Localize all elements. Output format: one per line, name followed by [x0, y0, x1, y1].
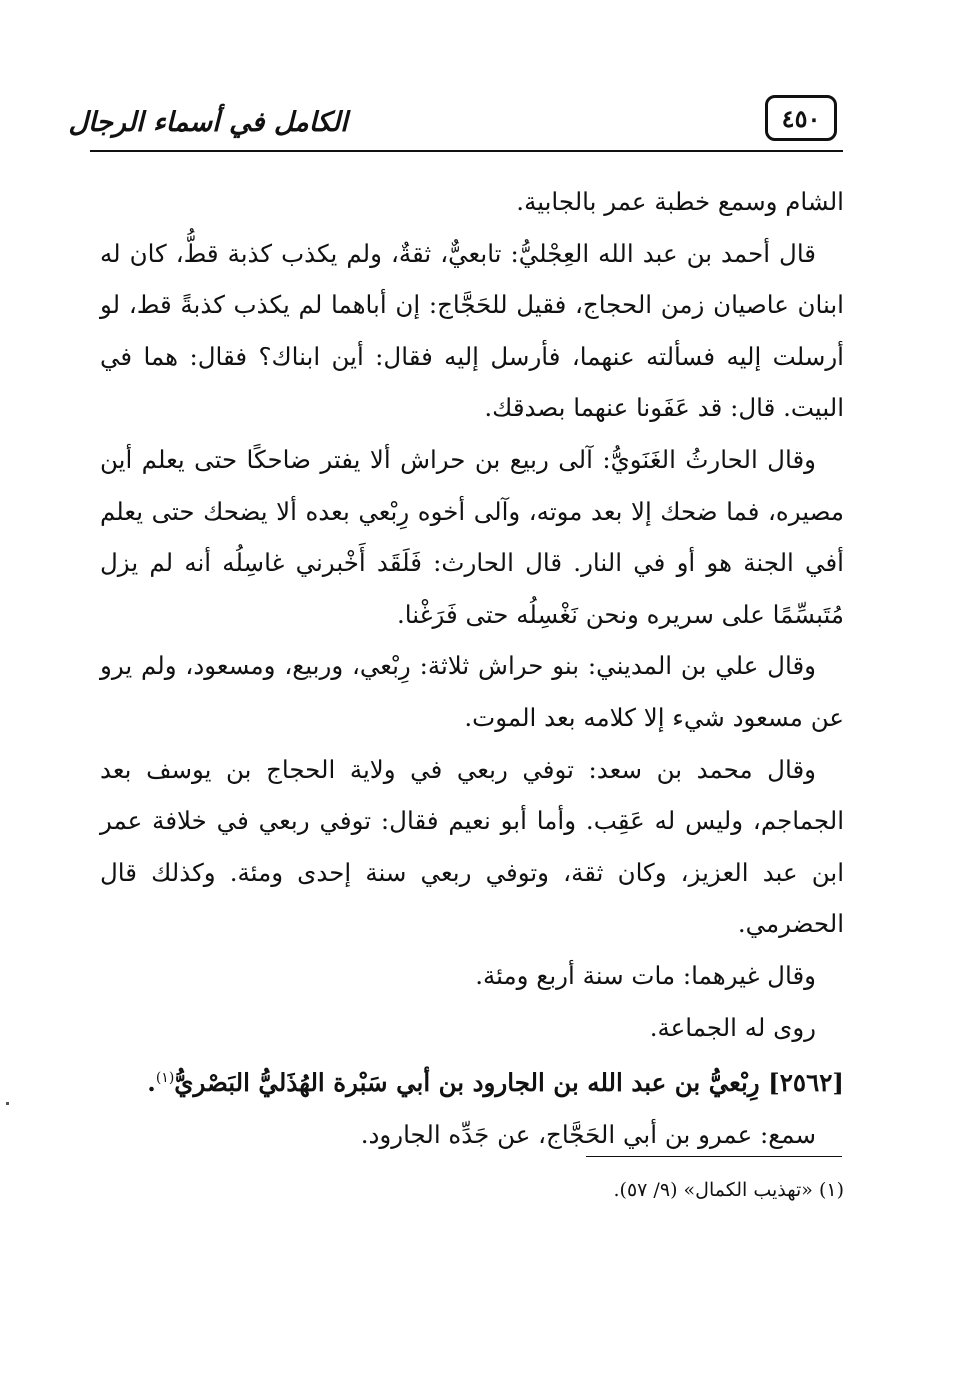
margin-mark — [6, 1102, 9, 1105]
entry-text: سمع: عمرو بن أبي الحَجَّاج، عن جَدِّه الجارود. — [360, 1119, 816, 1149]
entry-heading — [100, 1053, 844, 1109]
paragraph-others: وقال غيرهما: مات سنة أربع ومئة. — [475, 960, 816, 990]
paragraph-narrators: روى له الجماعة. — [649, 1012, 816, 1042]
paragraph-madini: وقال علي بن المديني: بنو حراش ثلاثة: رِبْعي، وربيع، ومسعود، ولم يرو عن مسعود شيء إلا كلامه بعد الموت. — [100, 651, 844, 732]
entry-heading-end: . — [147, 1068, 156, 1098]
footnote-rule — [586, 1156, 842, 1157]
footnote: (١) «تهذيب الكمال» (٩/ ٥٧). — [613, 1179, 844, 1201]
page-number: ٤٥٠ — [765, 95, 837, 141]
paragraph-ibn-saad: وقال محمد بن سعد: توفي ربعي في ولاية الحجاج بن يوسف بعد الجماجم، وليس له عَقِب. وأما أبو نعيم فقال: توفي ربعي في خلافة عمر ابن عبد العزيز، وكان ثقة، وتوفي ربعي سنة إحدى ومئة. وكذلك قال الحضرمي. — [100, 754, 844, 939]
header-rule — [90, 150, 843, 152]
paragraph-ijli: قال أحمد بن عبد الله العِجْليُّ: تابعيٌّ، ثقةٌ، ولم يكذب كذبة قطُّ، كان له ابنان عاصيان زمن الحجاج، فقيل للحَجَّاج: إن أباهما لم يكذب كذبةً قط، لو أرسلت إليه فسألته عنهما، فأرسل إليه فقال: أين ابناك؟ فقال: هما في البيت. قال: قد عَفَونا عنهما بصدقك. — [100, 238, 844, 423]
paragraph-continuation: الشام وسمع خطبة عمر بالجابية. — [516, 187, 844, 216]
entry-heading-text: [٢٥٦٢] رِبْعيُّ بن عبد الله بن الجارود بن أبي سَبْرة الهُذَليُّ البَصْريُّ — [174, 1068, 844, 1098]
running-title: الكامل في أسماء الرجال — [68, 106, 348, 138]
paragraph-harith: وقال الحارثُ الغَنَويُّ: آلى ربيع بن حراش ألا يفتر ضاحكًا حتى يعلم أين مصيره، فما ضحك إلا بعد موته، وآلى أخوه رِبْعي بعده ألا يضحك حتى يعلم أفي الجنة هو أو في النار. قال الحارث: فَلَقَد أَخْبرني غاسِلُه أنه لم يزل مُتَبسِّمًا على سريره ونحن نَغْسِلُه حتى فَرَغْنا. — [100, 444, 844, 629]
footnote-ref: (١) — [155, 1070, 175, 1087]
body-text — [100, 176, 844, 1160]
